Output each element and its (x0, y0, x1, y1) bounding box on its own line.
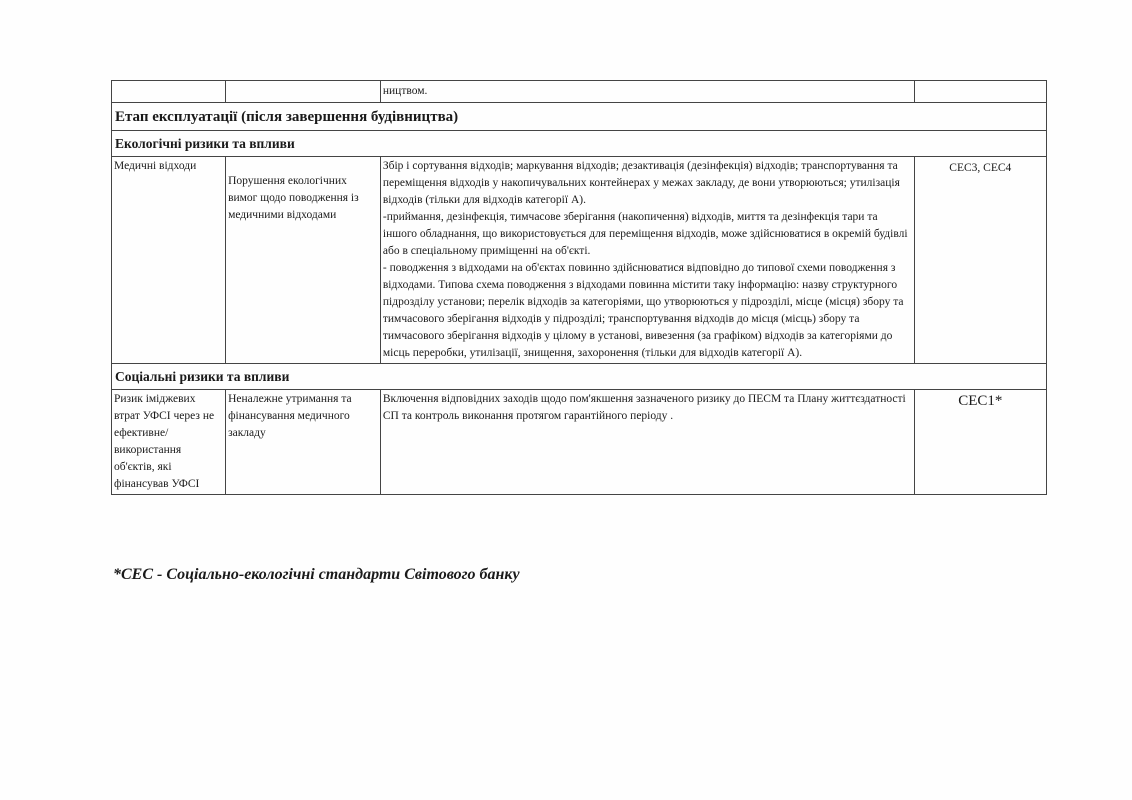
ecological-measure-line: - поводження з відходами на об'єктах повинно здійснюватися відповідно до типової схеми поводження з відходами. Типова схема поводження з відходами повинна містити таку інформацію: назву структурного підрозділу установи; перелік відходів за категоріями, що утворюються у підрозділі, місце (місця) збору та тимчасового зберігання відходів у підрозділі; транспортування відходів до місця (місць) збору та тимчасового зберігання відходів у цілому в установі, вивезення (за графіком) відходів за категоріями до місць переробки, утилізації, знищення, захоронення (тільки для відходів категорії А). (382, 262, 904, 359)
social-standards-cell (914, 390, 1046, 495)
table-row-ecological (112, 157, 1047, 364)
ecological-cause-text: Порушення екологічних вимог щодо поводження із медичними відходами (228, 175, 359, 221)
fragment-standard-cell (914, 81, 1046, 103)
ecological-type-text: Медичні відходи (114, 160, 197, 172)
social-cause-cell (226, 390, 381, 495)
ecological-measure-line: Збір і сортування відходів; маркування відходів; дезактивація (дезінфекція) відходів; транспортування та переміщення відходів у накопичувальних контейнерах у межах закладу, де вони утворюються; утилізація відходів (тільки для відходів категорії А). (382, 160, 900, 206)
footnote: *СЕС - Соціально-екологічні стандарти Світового банку (113, 566, 520, 583)
fragment-measure-cell (380, 81, 914, 103)
social-type-text: Ризик іміджевих втрат УФСІ через не ефективне/ використання об'єктів, які фінансував УФСІ (114, 393, 215, 490)
table-row-social (112, 390, 1047, 495)
table-row-ecological-heading (112, 131, 1047, 157)
ecological-standards-text: СЕС3, СЕС4 (949, 162, 1012, 174)
ecological-measure-line: -приймання, дезінфекція, тимчасове зберігання (накопичення) відходів, миття та дезінфекція тари та іншого обладнання, що використовується для переміщення відходів, може здійснюватися в окремій будівлі або в спеціальному приміщенні на об'єкті. (382, 211, 908, 257)
social-cause-text: Неналежне утримання та фінансування медичного закладу (228, 393, 352, 439)
ecological-type-cell (112, 157, 226, 364)
ecological-measure-cell (380, 157, 914, 364)
section-title: Етап експлуатації (після завершення будівництва) (112, 103, 1047, 131)
fragment-type-cell (112, 81, 226, 103)
social-measure-cell (380, 390, 914, 495)
social-type-cell (112, 390, 226, 495)
table-row-section (112, 103, 1047, 131)
ecological-heading: Екологічні ризики та впливи (112, 131, 1047, 157)
fragment-measure-text: ництвом. (382, 85, 428, 97)
table-row-fragment (112, 81, 1047, 103)
social-heading: Соціальні ризики та впливи (112, 364, 1047, 390)
ecological-standards-cell (914, 157, 1046, 364)
risk-table (111, 80, 1047, 495)
ecological-cause-cell (226, 157, 381, 364)
social-measure-text: Включення відповідних заходів щодо пом'якшення зазначеного ризику до ПЕСМ та Плану життєздатності СП та контроль виконання протягом гарантійного періоду . (382, 393, 906, 422)
social-standards-text: СЕС1* (958, 393, 1003, 409)
fragment-cause-cell (226, 81, 381, 103)
table-row-social-heading (112, 364, 1047, 390)
